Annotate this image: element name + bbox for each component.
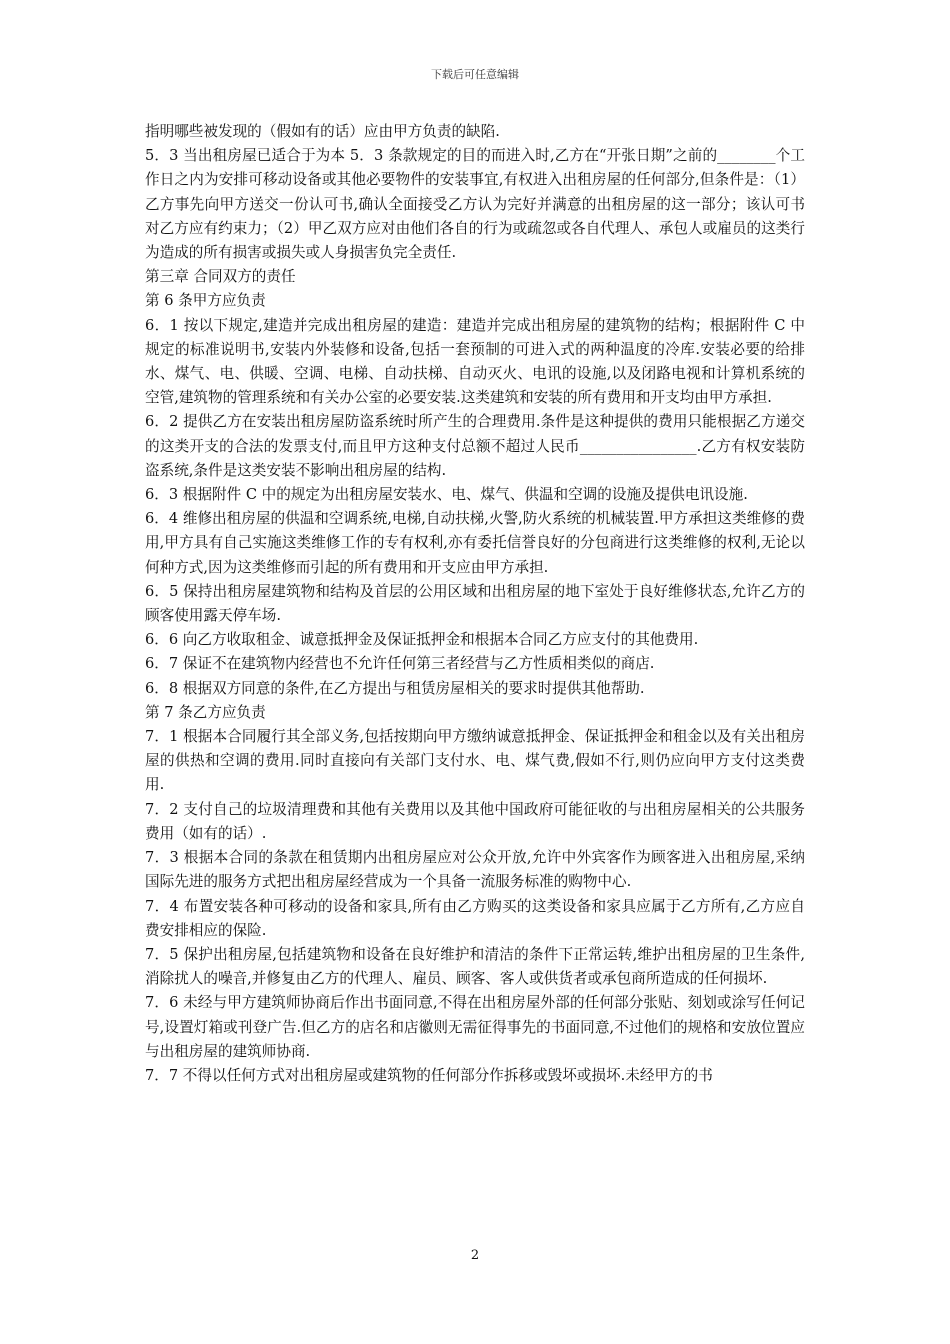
paragraph: 6．3 根据附件 C 中的规定为出租房屋安装水、电、煤气、供温和空调的设施及提供电讯设施. [145, 486, 748, 504]
paragraph: 指明哪些被发现的（假如有的话）应由甲方负责的缺陷. [145, 123, 500, 140]
paragraph: 5．3 当出租房屋已适合于为本 5．3 条款规定的目的而进入时,乙方在“开张日期”之前的________个工作日之内为安排可移动设备或其他必要物件的安装事宜,有权进入出租房屋的任何部分,但条件是：（1）乙方事先向甲方送交一份认可书,确认全面接受乙方认为完好并满意的出租房屋的这一部分；该认可书对乙方应有约束力；（2）甲乙双方应对由他们各自的行为或疏忽或各自代理人、承包人或雇员的这类行为造成的所有损害或损失或人身损害负完全责任. [145, 147, 805, 262]
paragraph: 7．4 布置安装各种可移动的设备和家具,所有由乙方购买的这类设备和家具应属于乙方所有,乙方应自费安排相应的保险. [145, 897, 805, 939]
paragraph: 7．1 根据本合同履行其全部义务,包括按期向甲方缴纳诚意抵押金、保证抵押金和租金以及有关出租房屋的供热和空调的费用.同时直接向有关部门支付水、电、煤气费,假如不行,则仍应向甲方支付这类费用. [145, 728, 805, 794]
chapter-heading: 第三章 合同双方的责任 [145, 268, 296, 286]
paragraph: 6．1 按以下规定,建造并完成出租房屋的建造：建造并完成出租房屋的建筑物的结构；根据附件 C 中规定的标准说明书,安装内外装修和设备,包括一套预制的可进入式的两种温度的冷库.安装必要的给排水、煤气、电、供暖、空调、电梯、自动扶梯、自动灭火、电讯的设施,以及闭路电视和计算机系统的空管,建筑物的管理系统和有关办公室的必要安装.这类建筑和安装的所有费用和开支均由甲方承担. [145, 316, 805, 407]
page-number: 2 [470, 1248, 480, 1263]
paragraph: 6．7 保证不在建筑物内经营也不允许任何第三者经营与乙方性质相类似的商店. [145, 655, 655, 673]
paragraph: 6．8 根据双方同意的条件,在乙方提出与租赁房屋相关的要求时提供其他帮助. [145, 679, 645, 697]
paragraph: 6．5 保持出租房屋建筑物和结构及首层的公用区域和出租房屋的地下室处于良好维修状态,允许乙方的顾客使用露天停车场. [145, 582, 805, 625]
paragraph: 7．7 不得以任何方式对出租房屋或建筑物的任何部分作拆移或毁坏或损坏.未经甲方的书 [145, 1066, 713, 1084]
page-header: 下载后可任意编辑 [431, 68, 519, 81]
paragraph: 7．5 保护出租房屋,包括建筑物和设备在良好维护和清洁的条件下正常运转,维护出租房屋的卫生条件,消除扰人的噪音,并修复由乙方的代理人、雇员、顾客、客人或供货者或承包商所造成的任何损坏. [145, 945, 805, 988]
paragraph: 6．2 提供乙方在安装出租房屋防盗系统时所产生的合理费用.条件是这种提供的费用只能根据乙方递交的这类开支的合法的发票支付,而且甲方这种支付总额不超过人民币________________.乙方有权安装防盗系统,条件是这类安装不影响出租房屋的结构. [145, 413, 805, 479]
document-body [145, 120, 805, 1088]
paragraph: 6．4 维修出租房屋的供温和空调系统,电梯,自动扶梯,火警,防火系统的机械装置.甲方承担这类维修的费用,甲方具有自己实施这类维修工作的专有权利,亦有委托信誉良好的分包商进行这类维修的权利,无论以何种方式,因为这类维修而引起的所有费用和开支应由甲方承担. [145, 510, 805, 576]
paragraph: 7．3 根据本合同的条款在租赁期内出租房屋应对公众开放,允许中外宾客作为顾客进入出租房屋,采纳国际先进的服务方式把出租房屋经营成为一个具备一流服务标准的购物中心. [145, 849, 805, 891]
paragraph: 6．6 向乙方收取租金、诚意抵押金及保证抵押金和根据本合同乙方应支付的其他费用. [145, 631, 699, 649]
article-heading: 第 6 条甲方应负责 [145, 292, 266, 310]
paragraph: 7．6 未经与甲方建筑师协商后作出书面同意,不得在出租房屋外部的任何部分张贴、刻划或涂写任何记号,设置灯箱或刊登广告.但乙方的店名和店徽则无需征得事先的书面同意,不过他们的规格和安放位置应与出租房屋的建筑师协商. [145, 994, 805, 1060]
paragraph: 7．2 支付自己的垃圾清理费和其他有关费用以及其他中国政府可能征收的与出租房屋相关的公共服务费用（如有的话）. [145, 800, 805, 842]
article-heading: 第 7 条乙方应负责 [145, 703, 266, 721]
